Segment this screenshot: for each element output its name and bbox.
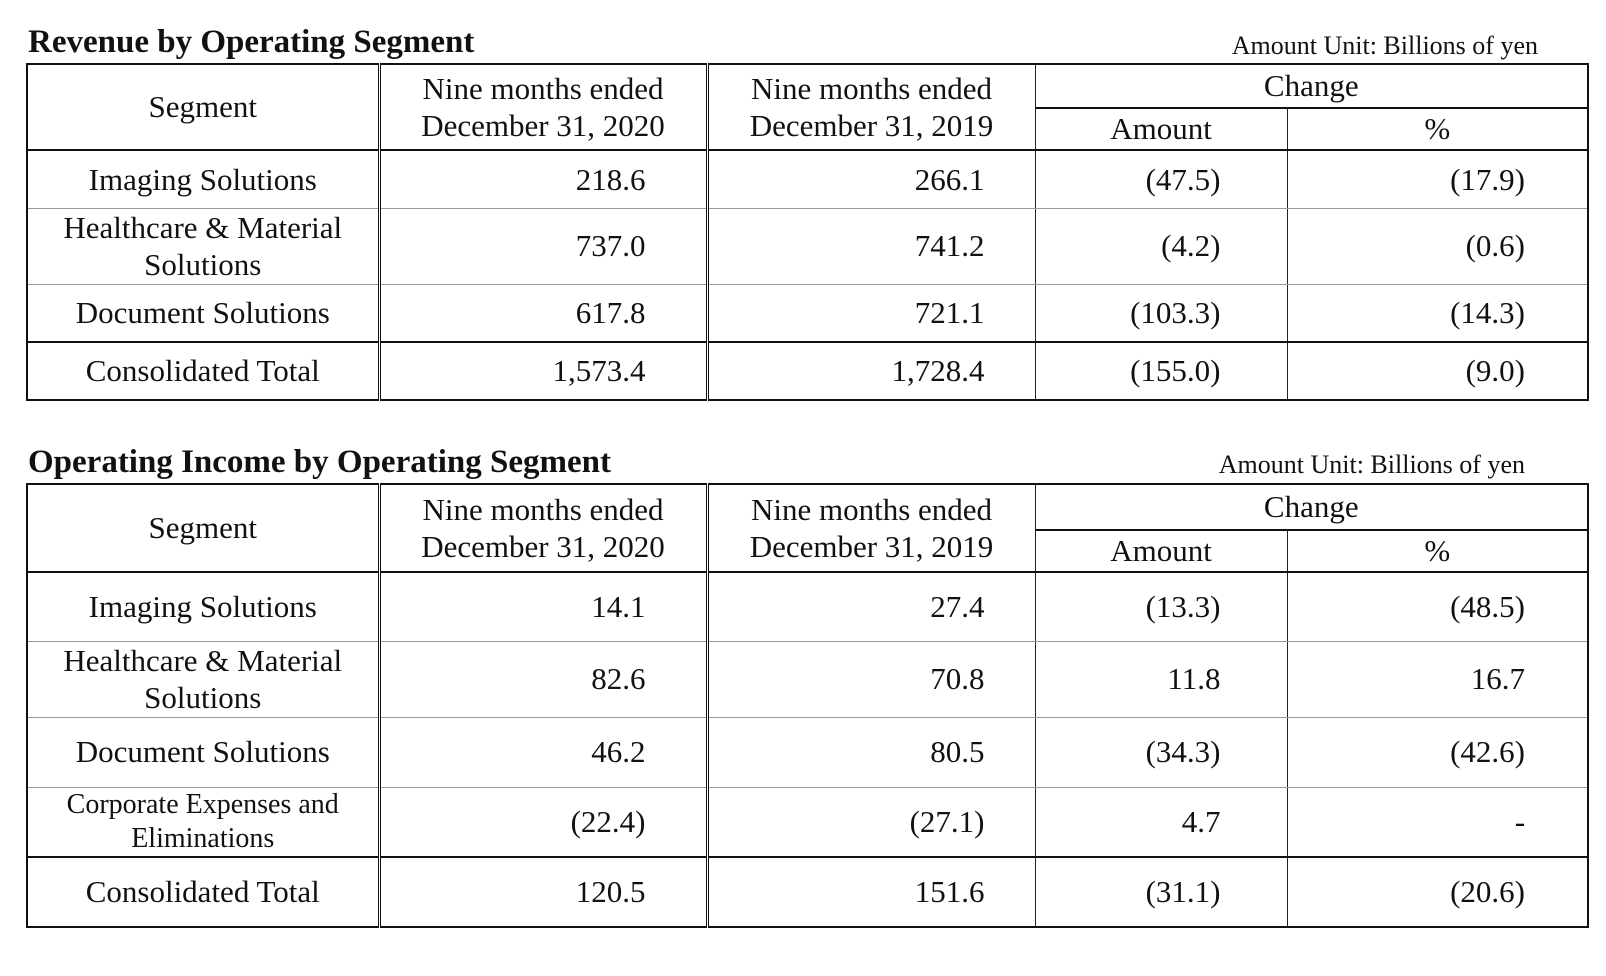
amount-cell: (31.1)	[1035, 857, 1287, 927]
fy2019-cell: (27.1)	[707, 787, 1035, 857]
fy2019-header-line1: Nine months ended	[750, 70, 993, 106]
fy2020-cell: (22.4)	[379, 787, 707, 857]
fy2020-cell: 46.2	[379, 717, 707, 787]
fy2020-header-line2: December 31, 2020	[421, 108, 665, 143]
amount-cell: (13.3)	[1035, 572, 1287, 641]
amount-cell: (155.0)	[1035, 342, 1287, 400]
segment-line2: Solutions	[144, 247, 262, 282]
amount-cell: (47.5)	[1035, 150, 1287, 208]
fy2019-header-line1: Nine months ended	[750, 491, 993, 527]
segment-line1: Healthcare & Material	[63, 209, 343, 245]
fy2020-cell: 218.6	[379, 150, 707, 208]
fy2019-cell: 266.1	[707, 150, 1035, 208]
amount-cell: (4.2)	[1035, 208, 1287, 284]
fy2019-cell: 151.6	[707, 857, 1035, 927]
fy2019-header	[707, 484, 1035, 572]
table-row	[27, 641, 1588, 717]
table-row	[27, 572, 1588, 641]
percent-cell: (20.6)	[1287, 857, 1588, 927]
fy2020-cell: 14.1	[379, 572, 707, 641]
percent-cell: (42.6)	[1287, 717, 1588, 787]
fy2020-header-line1: Nine months ended	[422, 70, 664, 106]
table-row	[27, 284, 1588, 342]
percent-header: %	[1287, 530, 1588, 572]
table-row	[27, 208, 1588, 284]
revenue-title: Revenue by Operating Segment	[28, 24, 475, 60]
fy2020-cell: 120.5	[379, 857, 707, 927]
segment-cell: Document Solutions	[27, 717, 379, 787]
fy2020-cell: 82.6	[379, 641, 707, 717]
change-header: Change	[1035, 64, 1588, 108]
segment-cell: Document Solutions	[27, 284, 379, 342]
fy2019-cell: 1,728.4	[707, 342, 1035, 400]
segment-cell	[27, 641, 379, 717]
segment-cell: Imaging Solutions	[27, 572, 379, 641]
segment-line1: Corporate Expenses and	[66, 789, 339, 821]
fy2019-cell: 70.8	[707, 641, 1035, 717]
percent-cell: (9.0)	[1287, 342, 1588, 400]
revenue-unit: Amount Unit: Billions of yen	[1231, 31, 1538, 60]
fy2019-header-line2: December 31, 2019	[749, 529, 994, 564]
segment-cell: Imaging Solutions	[27, 150, 379, 208]
segment-line2: Solutions	[144, 680, 262, 715]
fy2019-cell: 80.5	[707, 717, 1035, 787]
fy2020-cell: 1,573.4	[379, 342, 707, 400]
segment-cell	[27, 787, 379, 857]
segment-line2: Eliminations	[131, 822, 275, 854]
amount-header: Amount	[1035, 108, 1287, 150]
percent-cell: (14.3)	[1287, 284, 1588, 342]
operating-income-table	[26, 483, 1589, 928]
amount-cell: 4.7	[1035, 787, 1287, 857]
operating-income-unit: Amount Unit: Billions of yen	[1218, 450, 1525, 479]
table-row	[27, 787, 1588, 857]
change-header: Change	[1035, 484, 1588, 530]
amount-cell: (103.3)	[1035, 284, 1287, 342]
fy2020-header	[379, 64, 707, 150]
fy2020-cell: 737.0	[379, 208, 707, 284]
amount-header: Amount	[1035, 530, 1287, 572]
table-row	[27, 717, 1588, 787]
total-row	[27, 342, 1588, 400]
fy2020-header	[379, 484, 707, 572]
percent-cell: (17.9)	[1287, 150, 1588, 208]
segment-cell: Consolidated Total	[27, 857, 379, 927]
amount-cell: (34.3)	[1035, 717, 1287, 787]
percent-cell: 16.7	[1287, 641, 1588, 717]
segment-cell: Consolidated Total	[27, 342, 379, 400]
fy2020-header-line1: Nine months ended	[422, 491, 664, 527]
fy2019-header	[707, 64, 1035, 150]
segment-cell	[27, 208, 379, 284]
fy2019-cell: 741.2	[707, 208, 1035, 284]
total-row	[27, 857, 1588, 927]
segment-header: Segment	[27, 484, 379, 572]
revenue-table	[26, 63, 1589, 401]
percent-cell: (0.6)	[1287, 208, 1588, 284]
fy2019-cell: 27.4	[707, 572, 1035, 641]
fy2020-cell: 617.8	[379, 284, 707, 342]
percent-header: %	[1287, 108, 1588, 150]
percent-cell: -	[1287, 787, 1588, 857]
operating-income-title: Operating Income by Operating Segment	[28, 444, 611, 480]
segment-line1: Healthcare & Material	[63, 642, 343, 678]
percent-cell: (48.5)	[1287, 572, 1588, 641]
fy2019-header-line2: December 31, 2019	[749, 108, 994, 143]
table-row	[27, 150, 1588, 208]
amount-cell: 11.8	[1035, 641, 1287, 717]
fy2020-header-line2: December 31, 2020	[421, 529, 665, 564]
segment-header: Segment	[27, 64, 379, 150]
fy2019-cell: 721.1	[707, 284, 1035, 342]
